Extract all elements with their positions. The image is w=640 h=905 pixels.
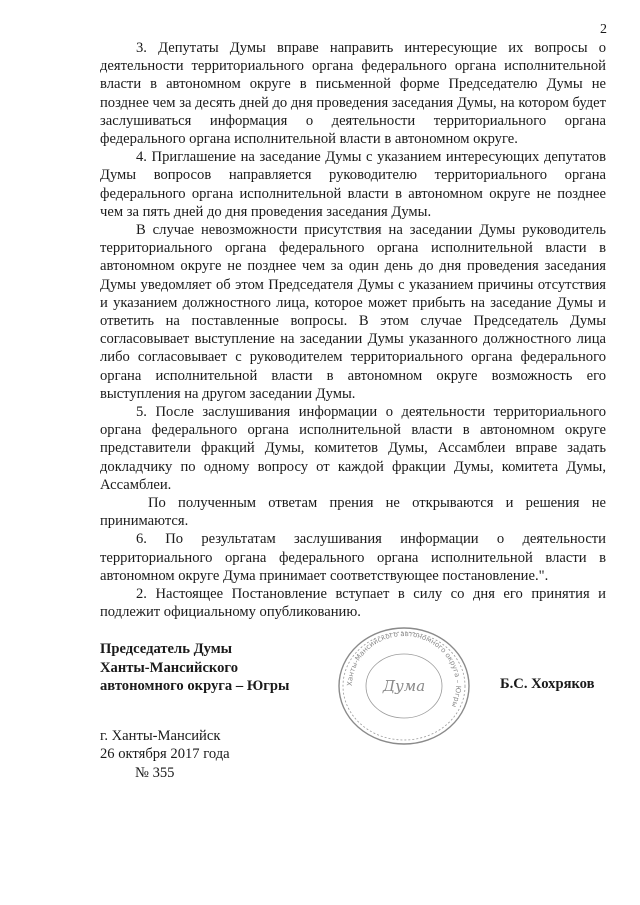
paragraph-3: 3. Депутаты Думы вправе направить интересующие их вопросы о деятельности территориального органа федерального органа исполнительной власти в автономном округе в письменной форме Председателю Думы не позднее чем за десять дней до дня проведения заседания Думы, на котором будет заслушиваться информация о деятельности территориального органа федерального органа исполнительной власти в автономном округе.: [100, 40, 606, 148]
signatory-title: [100, 640, 289, 696]
document-body: [100, 39, 606, 622]
place-date-block: [100, 727, 230, 782]
signatory-name: Б.С. Хохряков: [500, 676, 595, 692]
seal-center-text: Дума: [382, 677, 426, 695]
seal-ring-text: Ханты-Мансийского автономного округа – Югры: [345, 629, 463, 709]
official-seal: [335, 624, 473, 748]
signatory-title-line: Председатель Думы: [100, 641, 233, 657]
svg-text:Ханты-Мансийского автономного: [346, 630, 462, 708]
document-number: № 355: [135, 764, 175, 781]
paragraph-answers: По полученным ответам прения не открываются и решения не принимаются.: [100, 495, 606, 530]
paragraph-5: 5. После заслушивания информации о деятельности территориального органа федерального органа исполнительной власти в автономном округе представители фракций Думы, комитетов Думы, Ассамблеи вправе задать докладчику по одному вопросу от каждой фракции Думы, комитета Думы, Ассамблеи.: [100, 404, 606, 493]
signatory-title-line: автономного округа – Югры: [100, 678, 290, 695]
date: 26 октября 2017 года: [100, 746, 230, 763]
paragraph-absence: В случае невозможности присутствия на заседании Думы руководитель территориального органа федерального органа исполнительной власти в автономном округе не позднее чем за один день до дня проведения заседания Думы уведомляет об этом Председателя Думы с указанием причины отсутствия и указанием должностного лица, которое может прибыть на заседание Думы и ответить на поставленные вопросы. В этом случае Председатель Думы согласовывает выступление на заседании Думы указанного должностного лица либо согласовывает с руководителем территориального органа федерального органа исполнительной власти в автономном округе возможность его выступления на другом заседании Думы.: [100, 222, 606, 402]
place: г. Ханты-Мансийск: [100, 728, 221, 744]
paragraph-4: 4. Приглашение на заседание Думы с указанием интересующих депутатов Думы вопросов направляется руководителю территориального органа федерального органа исполнительной власти в автономном округе не позднее чем за пять дней до дня проведения заседания Думы.: [100, 149, 606, 220]
signatory-title-line: Ханты-Мансийского: [100, 659, 238, 676]
paragraph-6: 6. По результатам заслушивания информации о деятельности территориального органа федерального органа исполнительной власти в автономном округе Дума принимает соответствующее постановление.".: [100, 531, 606, 584]
page-number: 2: [600, 22, 607, 37]
paragraph-entry-into-force: 2. Настоящее Постановление вступает в силу со дня его принятия и подлежит официальному опубликованию.: [100, 586, 606, 621]
